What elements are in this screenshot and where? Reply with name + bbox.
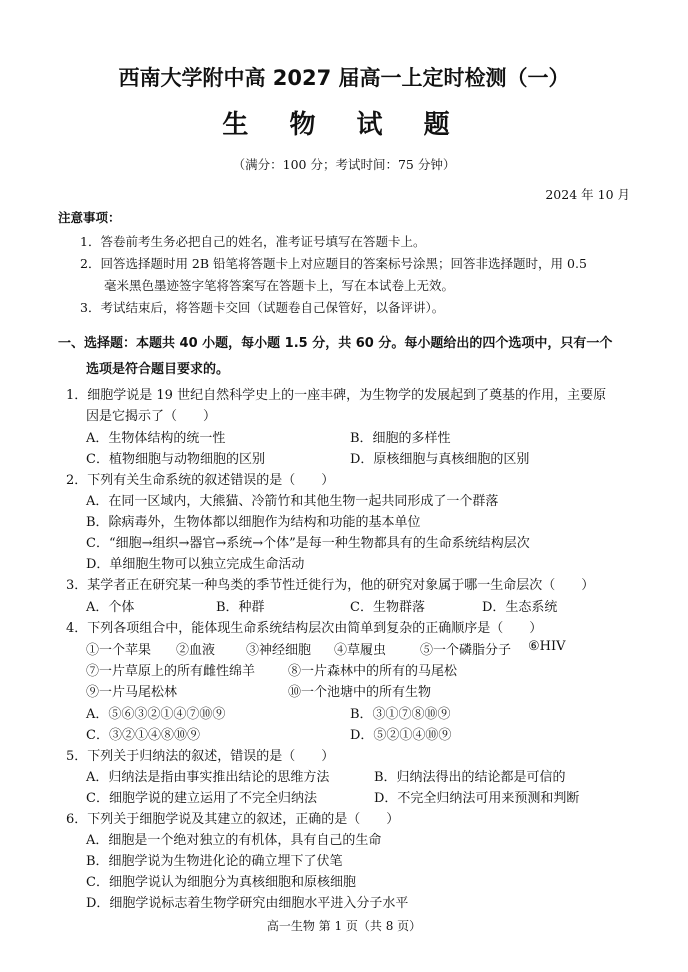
question-3-option-a: A．个体 [86, 600, 135, 615]
question-4-item: ④草履虫 [334, 643, 387, 658]
question-4-item: ⑤一个磷脂分子 [420, 643, 512, 658]
question-6-option-d: D．细胞学说标志着生物学研究由细胞水平进入分子水平 [86, 896, 409, 911]
notice-item: 2．回答选择题时用 2B 铅笔将答题卡上对应题目的答案标号涂黑；回答非选择题时，用 0.5 [80, 256, 587, 271]
question-1-option-a: A．生物体结构的统一性 [86, 431, 226, 446]
question-4-item: ①一个苹果 [86, 643, 152, 658]
question-3-stem: 3．某学者正在研究某一种鸟类的季节性迁徙行为，他的研究对象属于哪一生命层次（ ） [66, 578, 595, 593]
question-1-option-c: C．植物细胞与动物细胞的区别 [86, 452, 265, 467]
question-6-stem: 6．下列关于细胞学说及其建立的叙述，正确的是（ ） [66, 812, 400, 827]
question-3-option-c: C．生物群落 [350, 600, 425, 615]
question-2-option-d: D．单细胞生物可以独立完成生命活动 [86, 557, 305, 572]
section-heading: 一、选择题：本题共 40 小题，每小题 1.5 分，共 60 分。每小题给出的四个选项中，只有一个 [58, 336, 613, 351]
question-1-option-d: D．原核细胞与真核细胞的区别 [350, 452, 530, 467]
question-1-option-b: B．细胞的多样性 [350, 431, 451, 446]
exam-date: 2024 年 10 月 [545, 187, 630, 202]
section-heading-continued: 选项是符合题目要求的。 [86, 362, 230, 377]
subject-title: 生 物 试 题 [222, 110, 466, 140]
notice-heading: 注意事项： [58, 210, 121, 225]
question-3-option-b: B．种群 [216, 600, 265, 615]
question-2-option-b: B．除病毒外，生物体都以细胞作为结构和功能的基本单位 [86, 515, 421, 530]
question-5-option-c: C．细胞学说的建立运用了不完全归纳法 [86, 791, 317, 806]
question-4-item: ⑩一个池塘中的所有生物 [288, 685, 432, 700]
notice-item-continued: 毫米黑色墨迹签字笔将答案写在答题卡上，写在本试卷上无效。 [104, 278, 455, 293]
question-1-stem: 1．细胞学说是 19 世纪自然科学史上的一座丰碑，为生物学的发展起到了奠基的作用，主要原 [66, 388, 607, 403]
question-2-stem: 2．下列有关生命系统的叙述错误的是（ ） [66, 473, 335, 488]
question-4-item: ⑦一片草原上的所有雌性绵羊 [86, 664, 256, 679]
question-4-item: ⑨一片马尾松林 [86, 685, 178, 700]
question-5-option-b: B．归纳法得出的结论都是可信的 [374, 770, 566, 785]
question-4-option-c: C．③②①④⑧⑩⑨ [86, 728, 200, 743]
score-time-info: （满分：100 分；考试时间：75 分钟） [232, 157, 456, 172]
notice-item: 1．答卷前考生务必把自己的姓名，准考证号填写在答题卡上。 [80, 234, 426, 249]
question-3-option-d: D．生态系统 [482, 600, 558, 615]
question-4-item: ⑧一片森林中的所有的马尾松 [288, 664, 458, 679]
question-5-option-a: A．归纳法是指由事实推出结论的思维方法 [86, 770, 330, 785]
question-6-option-b: B．细胞学说为生物进化论的确立埋下了伏笔 [86, 854, 343, 869]
question-4-item: ②血液 [176, 643, 216, 658]
question-4-option-a: A．⑤⑥③②①④⑦⑩⑨ [86, 707, 226, 722]
question-4-option-d: D．⑤②①④⑩⑨ [350, 728, 452, 743]
question-4-item: ③神经细胞 [246, 643, 312, 658]
question-5-stem: 5．下列关于归纳法的叙述，错误的是（ ） [66, 749, 335, 764]
question-1-stem-continued: 因是它揭示了（ ） [86, 409, 217, 424]
question-2-option-c: C．“细胞→组织→器官→系统→个体”是每一种生物都具有的生命系统结构层次 [86, 536, 530, 551]
notice-item: 3．考试结束后，将答题卡交回（试题卷自己保管好，以备评讲）。 [80, 300, 445, 315]
question-6-option-a: A．细胞是一个绝对独立的有机体，具有自己的生命 [86, 833, 382, 848]
question-2-option-a: A．在同一区域内，大熊猫、冷箭竹和其他生物一起共同形成了一个群落 [86, 494, 499, 509]
question-5-option-d: D．不完全归纳法可用来预测和判断 [374, 791, 580, 806]
question-4-stem: 4．下列各项组合中，能体现生命系统结构层次由简单到复杂的正确顺序是（ ） [66, 621, 543, 636]
question-4-item: ⑥HIV [528, 639, 566, 654]
exam-title: 西南大学附中高 2027 届高一上定时检测（一） [118, 66, 570, 90]
question-4-option-b: B．③①⑦⑧⑩⑨ [350, 707, 451, 722]
page-footer: 高一生物 第 1 页（共 8 页） [266, 919, 422, 933]
question-6-option-c: C．细胞学说认为细胞分为真核细胞和原核细胞 [86, 875, 356, 890]
